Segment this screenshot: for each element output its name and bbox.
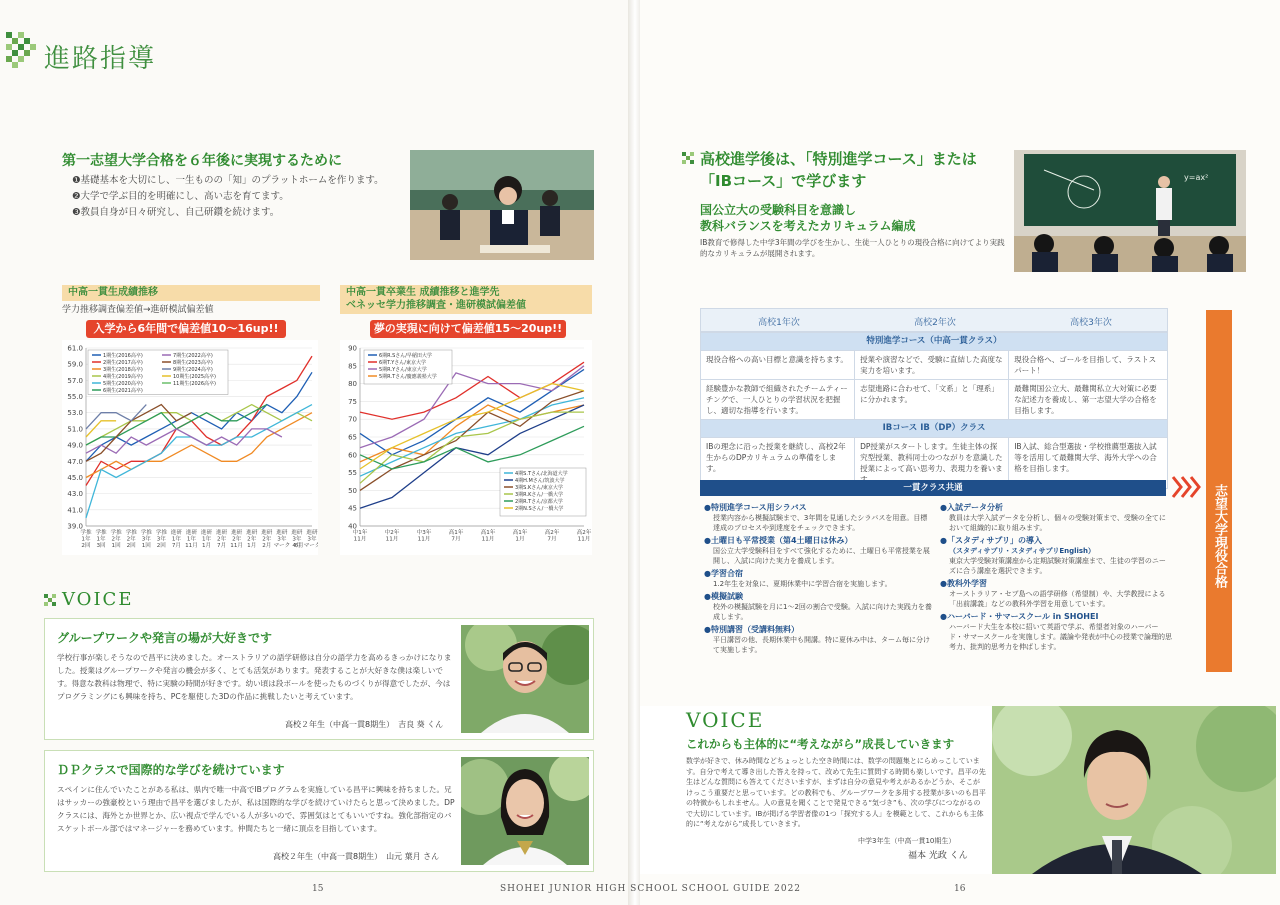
legend-label: 2期生(2017高卒) [103, 360, 143, 366]
student-photo-2 [461, 757, 589, 865]
legend-label: 4期S.Tさん/北海道大学 [515, 471, 568, 477]
cell: IBの理念に沿った授業を継続し、高校2年生からのDPカリキュラムの準備をします。 [701, 438, 855, 489]
x-tick-label: 進研 1年 11月 [185, 530, 198, 549]
legend-label: 4期H.Mさん/筑波大学 [515, 478, 565, 484]
y-tick-label: 90 [348, 344, 357, 353]
feature-text: 授業内容から模擬試験まで、3年間を見通したシラバスを用意。目標達成のプロセスや到達度をチェックできます。 [713, 514, 928, 532]
goal-point-2: ❷大学で学ぶ目的を明確にし、高い志を育てます。 [72, 191, 289, 202]
x-tick-label: 高1年 7月 [448, 530, 464, 543]
goal-point-1: ❶基礎基本を大切にし、一生ものの「知」のプラットホームを作ります。 [72, 175, 384, 186]
course-sub-2: 教科バランスを考えたカリキュラム編成 [700, 219, 916, 233]
x-tick-label: 進研 3年マーク [273, 530, 291, 549]
cell: 最難関国公立大、最難関私立大対策に必要な記述力を養成し、第一志望大学の合格を目指します。 [1009, 380, 1168, 420]
legend-label: 2期R.Tさん/京都大学 [515, 499, 563, 505]
heading-goal: 第一志望大学合格を６年後に実現するために [62, 153, 342, 169]
cell: 現役合格へ、ゴールを目指して、ラストスパート！ [1009, 351, 1168, 380]
legend-label: 5期R.Tさん/慶應義塾大学 [379, 374, 437, 380]
legend-label: 8期生(2023高卒) [173, 360, 213, 366]
page-number-right: 16 [954, 884, 966, 894]
cell: 経験豊かな教師で組織されたチームティーチングで、一人ひとりの学習状況を把握し、適切な指導を行います。 [701, 380, 855, 420]
curriculum [700, 308, 1168, 489]
chart2-head-2: ベネッセ学力推移調査・進研模試偏差値 [346, 300, 526, 311]
voice-card-1 [44, 618, 594, 740]
voice-right-signature-2: 福本 光政 くん [908, 851, 968, 861]
voice-right-title: これからも主体的に“考えながら”成長していきます [686, 737, 955, 751]
feature-text: 教員は大学入試データを分析し、個々の受験対策まで、受験の全てにおいて組織的に取り組みます。 [949, 514, 1166, 532]
table-row [701, 380, 1168, 420]
feature-title: ●教科外学習 [940, 579, 987, 588]
goal-point-3: ❸教員自身が日々研究し、自己研鑽を続けます。 [72, 207, 280, 218]
y-tick-label: 50 [348, 486, 357, 495]
voice-card-1-text: 学校行事が楽しそうなので昌平に決めました。オーストラリアの語学研修は自分の語学力を高めるきっかけになりました。授業はグループワークや発言の機会が多く、とても活気があります。発表することが大好きな僕は楽しいです。得意な教科は物理で、特に実験の時間が好きです。幼い頃は段ボールを使ったものづくりが得意でしたが、今はプログラミングにも興味を持ち、PCを駆使した3Dの作品に挑戦したいと考えています。 [57, 653, 452, 701]
section-title: 進路指導 [44, 44, 157, 74]
feature-item [940, 578, 1172, 609]
x-tick-label: 進研 2年 1月 [246, 530, 258, 549]
lecture-photo [1014, 150, 1246, 272]
x-tick-label: 中1年 11月 [352, 530, 368, 543]
page-number-left: 15 [312, 884, 324, 894]
chart1 [62, 340, 318, 555]
chart2-head [340, 285, 592, 314]
feature-item [704, 535, 934, 566]
y-tick-label: 80 [348, 380, 357, 389]
feature-title: ●入試データ分析 [940, 503, 1003, 512]
cell: 授業や演習などで、受験に直結した高度な実力を培います。 [855, 351, 1009, 380]
y-tick-label: 85 [348, 362, 357, 371]
legend-label: 7期生(2022高卒) [173, 353, 213, 359]
student-photo-3 [992, 706, 1276, 874]
feature-text: 東京大学受験対策講座から定期試験対策講座まで、生徒の学習のニーズに合う講座を選択できます。 [949, 557, 1166, 575]
y-tick-label: 70 [348, 415, 357, 424]
cell: 志望進路に合わせて、「文系」と「理系」に分かれます。 [855, 380, 1009, 420]
feature-text: 校外の模擬試験を月に1～2回の割合で受験。入試に向けた実践力を養成します。 [713, 603, 932, 621]
x-tick-label: 学推 2年 2回 [125, 530, 137, 549]
voice-label-left: VOICE [62, 589, 134, 610]
voice-right-panel [640, 706, 1276, 874]
legend-label: 1期生(2016高卒) [103, 353, 143, 359]
y-tick-label: 49.0 [67, 441, 83, 450]
voice-right-text: 数学が好きで、休み時間などちょっとした空き時間には、数学の問題集とにらめっこしています。自分で考えて導き出した答えを持って、改めて先生に質問する時間も楽しいです。昌平の先生はどんな質問にも答えてくださいますが、まずは自分の意見や考えがあるかどうか、そこがけっこう重要だと思っています。どの教科でも、グループワークを多用する授業が多いのも昌平の特徴かもしれません。人の意見を聞くことで発見できる“気づき”も、次の学びにつながるので大切にしています。IBが掲げる学習者像の1つ「探究する人」を模範として、これからも主体的に“考えながら”成長していきます。 [686, 757, 986, 828]
y-tick-label: 61.0 [67, 344, 83, 353]
year-header [700, 308, 1168, 332]
y-tick-label: 65 [348, 433, 357, 442]
chart-legend [88, 350, 228, 395]
y-tick-label: 57.0 [67, 376, 83, 385]
feature-title: ●模擬試験 [704, 592, 743, 601]
voice-label-right: VOICE [686, 708, 765, 732]
chart2-svg [340, 340, 592, 555]
x-tick-label: 進研 2年 11月 [230, 530, 244, 549]
cell: DP授業がスタートします。生徒主体の探究型授業、教科同士のつながりを意識した授業によって高い思考力、表現力を養いま [855, 438, 1009, 489]
x-tick-label: 中3年 11月 [416, 530, 432, 543]
feature-text: 1.2年生を対象に、夏期休業中に学習合宿を実施します。 [713, 580, 892, 588]
y-tick-label: 43.0 [67, 490, 83, 499]
y-tick-label: 75 [348, 397, 357, 406]
x-tick-label: 学推 1年 3回 [95, 530, 107, 549]
x-tick-label: 進研 2年 2月 [261, 530, 273, 549]
feature-item [704, 624, 934, 655]
classroom-photo [410, 150, 594, 260]
voice-card-2 [44, 750, 594, 872]
goal-side-label: 志望大学現役合格 [1206, 310, 1232, 672]
curriculum-table [700, 332, 1168, 489]
series-line [360, 405, 584, 462]
footer-title: SHOHEI JUNIOR HIGH SCHOOL SCHOOL GUIDE 2022 [500, 884, 802, 894]
feature-title: ●土曜日も平常授業（第4土曜日は休み） [704, 536, 853, 545]
y-tick-label: 40 [348, 522, 357, 531]
voice-card-2-text: スペインに住んでいたことがある私は、県内で唯一中高でIBプログラムを実施している昌平に興味を持ちました。兄はサッカーの強豪校という理由で昌平を選びましたが、私は国際的な学びを続けていけたらと思って決めました。DPクラスには、海外とか世界とか、広い視点で学んでいる人が多いので、雰囲気はとてもいいですね。強化部指定のバスケットボール部ではマネージャーを務めています。仲間たちと一緒に頂点を目指しています。 [57, 785, 455, 833]
voice-card-1-title: グループワークや発言の場が大好きです [57, 631, 273, 645]
x-tick-label: 学推 2年 1回 [110, 530, 122, 549]
feature-item [940, 535, 1172, 576]
feature-item [704, 591, 934, 622]
feature-title: ●「スタディサプリ」の導入 [940, 536, 1043, 545]
voice-right-signature-1: 中学3年生（中高一貫10期生） [858, 837, 956, 845]
y-tick-label: 55 [348, 469, 357, 478]
feature-title: ●ハーバード・サマースクール in SHOHEI [940, 612, 1099, 621]
y-tick-label: 51.0 [67, 425, 83, 434]
chart2-banner: 夢の実現に向けて偏差値15～20up!! [370, 320, 566, 338]
voice-card-2-signature: 高校２年生（中高一貫8期生） 山元 葉月 さん [273, 852, 440, 861]
x-tick-label: 進研 3年 6月マーク [294, 530, 318, 549]
table-row [701, 351, 1168, 380]
y-tick-label: 53.0 [67, 409, 83, 418]
legend-label: 3期生(2018高卒) [103, 367, 143, 373]
legend-label: 10期生(2025高卒) [173, 374, 216, 380]
chart1-head: 中高一貫生成績推移 [62, 285, 320, 301]
x-tick-label: 学推 3年 1回 [140, 530, 152, 549]
year-3: 高校3年次 [1070, 318, 1112, 328]
goal-points [72, 173, 402, 221]
course2-bar: IBコース IB（DP）クラス [701, 420, 1168, 438]
chart-legend [364, 350, 452, 384]
feature-title: ●特別進学コース用シラバス [704, 503, 807, 512]
y-tick-label: 55.0 [67, 393, 83, 402]
y-tick-label: 39.0 [67, 522, 83, 531]
voice-mosaic-icon [44, 594, 58, 608]
course-heading-line2: 「IBコース」で学びます [700, 172, 867, 190]
course-heading [700, 148, 977, 192]
y-tick-label: 41.0 [67, 506, 83, 515]
x-tick-label: 高2年 7月 [544, 530, 560, 543]
chart1-sub: 学力推移調査偏差値→進研模試偏差値 [62, 305, 214, 315]
course-sub-1: 国公立大の受験科目を意識し [700, 203, 857, 217]
legend-label: 3期S.Kさん/東京大学 [515, 485, 563, 491]
feature-text: オーストラリア・セブ島への語学研修（希望制）や、大学教授による「出前講義」などの教科外学習を用意しています。 [949, 590, 1166, 608]
chart2 [340, 340, 592, 555]
feature-item [704, 502, 934, 533]
feature-item [940, 611, 1172, 652]
x-tick-label: 高1年 1月 [512, 530, 528, 543]
x-tick-label: 中2年 11月 [384, 530, 400, 543]
y-tick-label: 60 [348, 451, 357, 460]
x-tick-label: 高1年 11月 [480, 530, 496, 543]
voice-card-1-signature: 高校２年生（中高一貫8期生） 吉良 葵 くん [285, 720, 444, 729]
year-2: 高校2年次 [914, 318, 956, 328]
voice-card-2-title: ＤＰクラスで国際的な学びを続けています [57, 763, 285, 777]
chart1-svg [62, 340, 318, 555]
x-tick-label: 高2年 11月 [576, 530, 592, 543]
features-left [704, 502, 934, 655]
feature-text: 国公立大学受験科目をすべて強化するために、土曜日も平常授業を展開し、入試に向けた実力を養成します。 [713, 547, 930, 565]
x-tick-label: 学推 3年 2回 [155, 530, 167, 549]
feature-item [704, 568, 934, 589]
legend-label: 11期生(2026高卒) [173, 381, 216, 387]
y-tick-label: 47.0 [67, 457, 83, 466]
legend-label: 5期生(2020高卒) [103, 381, 143, 387]
x-tick-label: 進研 3年 4月 [291, 530, 303, 549]
feature-subtitle: （スタディサプリ・スタディサプリEnglish） [949, 547, 1096, 555]
svg-text:y=ax²: y=ax² [1184, 173, 1209, 182]
legend-label: 6期生(2021高卒) [103, 388, 143, 394]
legend-label: 5期R.Yさん/東京大学 [379, 367, 427, 373]
course-subheading [700, 202, 916, 234]
legend-label: 6期T.Yさん/東京大学 [379, 360, 426, 366]
common-bar: 一貫クラス共通 [700, 480, 1166, 496]
heading-mosaic-icon [682, 152, 696, 166]
legend-label: 6期R.Sさん/早稲田大学 [379, 353, 432, 359]
y-tick-label: 45 [348, 504, 357, 513]
student-photo-1 [461, 625, 589, 733]
cell: 現役合格への高い目標と意識を持ちます。 [701, 351, 855, 380]
legend-label: 9期生(2024高卒) [173, 367, 213, 373]
chart2-head-1: 中高一貫卒業生 成績推移と進学先 [346, 287, 500, 298]
x-tick-label: 進研 2年 7月 [215, 530, 228, 549]
features-right [940, 502, 1172, 652]
year-1: 高校1年次 [758, 318, 800, 328]
x-tick-label: 進研 1年 7月 [170, 530, 183, 549]
x-tick-label: 進研 1年 1月 [200, 530, 213, 549]
right-page [640, 0, 1280, 905]
left-page [0, 0, 630, 905]
feature-title: ●特別講習（受講料無料） [704, 625, 799, 634]
y-tick-label: 45.0 [67, 473, 83, 482]
feature-text: 平日講習の他、長期休業中も開講。特に夏休み中は、ターム毎に分けて実施します。 [713, 636, 930, 654]
feature-item [940, 502, 1172, 533]
pixel-mosaic-icon [6, 32, 40, 72]
course-heading-line1: 高校進学後は、「特別進学コース」または [700, 150, 977, 168]
x-tick-label: 学推 1年 2回 [80, 530, 92, 549]
feature-title: ●学習合宿 [704, 569, 743, 578]
chevron-right-icon [1171, 474, 1201, 500]
course-intro: IB教育で修得した中学3年間の学びを生かし、生徒一人ひとりの現役合格に向けてより実践的なカリキュラムが展開されます。 [700, 238, 1005, 258]
y-tick-label: 59.0 [67, 360, 83, 369]
course1-bar: 特別進学コース（中高一貫クラス） [701, 333, 1168, 351]
legend-label: 2期N.Sさん/一橋大学 [515, 506, 564, 512]
cell: IB入試、総合型選抜・学校推薦型選抜入試等を活用して最難関大学、海外大学への合格を目指します。 [1009, 438, 1168, 489]
chart1-banner: 入学から6年間で偏差値10～16up!! [86, 320, 286, 338]
feature-text: ハーバード大生を本校に招いて英語で学ぶ、希望者対象のハーバード・サマースクールを実施します。議論や発表が中心の授業で論理的思考力、批判的思考力を伸ばします。 [949, 623, 1172, 651]
legend-label: 4期生(2019高卒) [103, 374, 143, 380]
legend-label: 3期R.Kさん/一橋大学 [515, 492, 564, 498]
